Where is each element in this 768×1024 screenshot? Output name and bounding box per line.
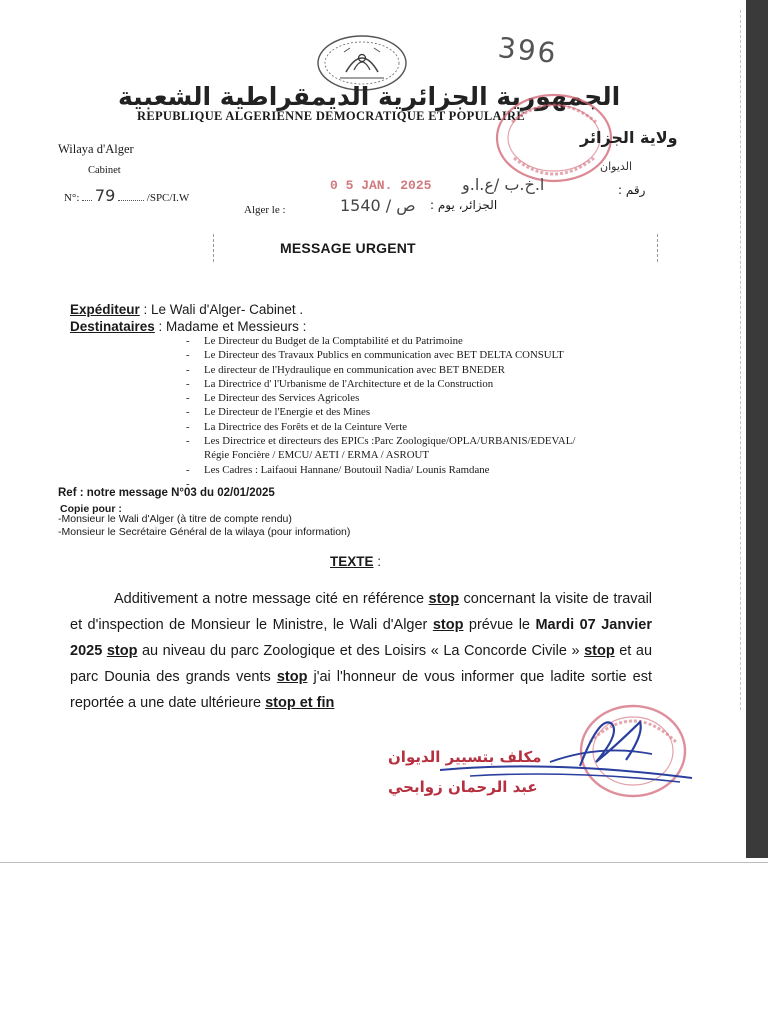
ref-prefix: N°: [64,192,80,204]
ref-number-handwritten: 79 [94,186,116,205]
arabic-diwan-label: الديوان [600,160,633,173]
list-item: - Le Directeur des Services Agricoles [186,392,360,405]
list-item: - La Directrice d' l'Urbanisme de l'Architecture et de la Construction [186,377,494,390]
reference-message: Ref : notre message N°03 du 02/01/2025 [58,487,275,499]
arabic-date-label: الجزائر، يوم : [430,198,498,212]
arabic-wilaya-label: ولاية الجزائر [580,128,678,147]
list-item: -Monsieur le Wali d'Alger (à titre de compte rendu) [58,513,292,525]
text-heading: TEXTE : [330,554,382,569]
cabinet-label: Cabinet [88,165,121,176]
alger-le-label: Alger le : [244,204,286,216]
reference-number-line [64,186,189,205]
french-republic-title: REPUBLIQUE ALGERIENNE DEMOCRATIQUE ET POPULAIRE [137,109,526,123]
handwritten-signature [430,704,700,804]
signatory-title: مكلف بتسيير الديوان [388,748,542,766]
arabic-republic-title: الجمهورية الجزائرية الديمقراطية الشعبية [118,82,621,111]
list-item: - Le directeur de l'Hydraulique en communication avec BET BNEDER [186,363,505,376]
scan-bottom-line [0,862,768,863]
scan-fold-line [740,10,742,710]
list-item: - Les Directrice et directeurs des EPICs :Parc Zoologique/OPLA/URBANIS/EDEVAL/ [186,435,576,448]
list-item: -Monsieur le Secrétaire Général de la wilaya (pour information) [58,526,351,538]
signatory-name: عبد الرحمان زوابحي [388,778,538,796]
list-item: - La Directrice des Forêts et de la Ceinture Verte [186,420,408,433]
recipients-label: Destinataires [70,319,155,334]
scan-edge [746,0,768,858]
list-item: - Les Cadres : Laifaoui Hannane/ Boutouil Nadia/ Lounis Ramdane [186,463,490,476]
wilaya-label: Wilaya d'Alger [58,142,134,156]
list-item: - Le Directeur des Travaux Publics en communication avec BET DELTA CONSULT [186,349,564,362]
sender-label: Expéditeur [70,302,140,317]
recipients-line [70,319,306,334]
message-body: Additivement a notre message cité en référence stop concernant la visite de travail et d'inspection de Monsieur le Ministre, le Wali d'Alger stop prévue le Mardi 07 Janvier 2025 stop au niveau du parc Zoologique et des Loisirs « La Concorde Civile » stop et au parc Dounia des grands vents stop j'ai l'honneur de vous informer que ladite sortie est reportée a une date ultérieure stop et fin [70,591,653,711]
list-item: - Le Directeur du Budget de la Comptabilité et du Patrimoine [186,335,463,347]
list-item: - [186,477,190,490]
sender-line [70,302,303,317]
recipients-list [186,334,575,491]
arabic-ref-handwritten: ا.خ.ب /ع.ا.و [462,175,545,194]
copy-list [58,513,350,539]
recipients-intro: : Madame et Messieurs : [154,319,307,334]
list-item-continuation: Régie Foncière / EMCU/ AETI / ERMA / ASROUT [204,449,429,462]
date-stamp: 0 5 JAN. 2025 [330,178,432,193]
copy-label: Copie pour : [60,503,122,515]
message-title: MESSAGE URGENT [280,240,416,256]
sender-value: : Le Wali d'Alger- Cabinet . [139,302,304,317]
ref-suffix: /SPC/I.W [146,192,190,204]
arabic-ref-label: رقم : [618,183,646,197]
handwritten-date: 1540 / ص [340,196,416,215]
list-item: - Le Directeur de l'Energie et des Mines [186,406,371,419]
handwritten-number: 396 [496,30,560,71]
